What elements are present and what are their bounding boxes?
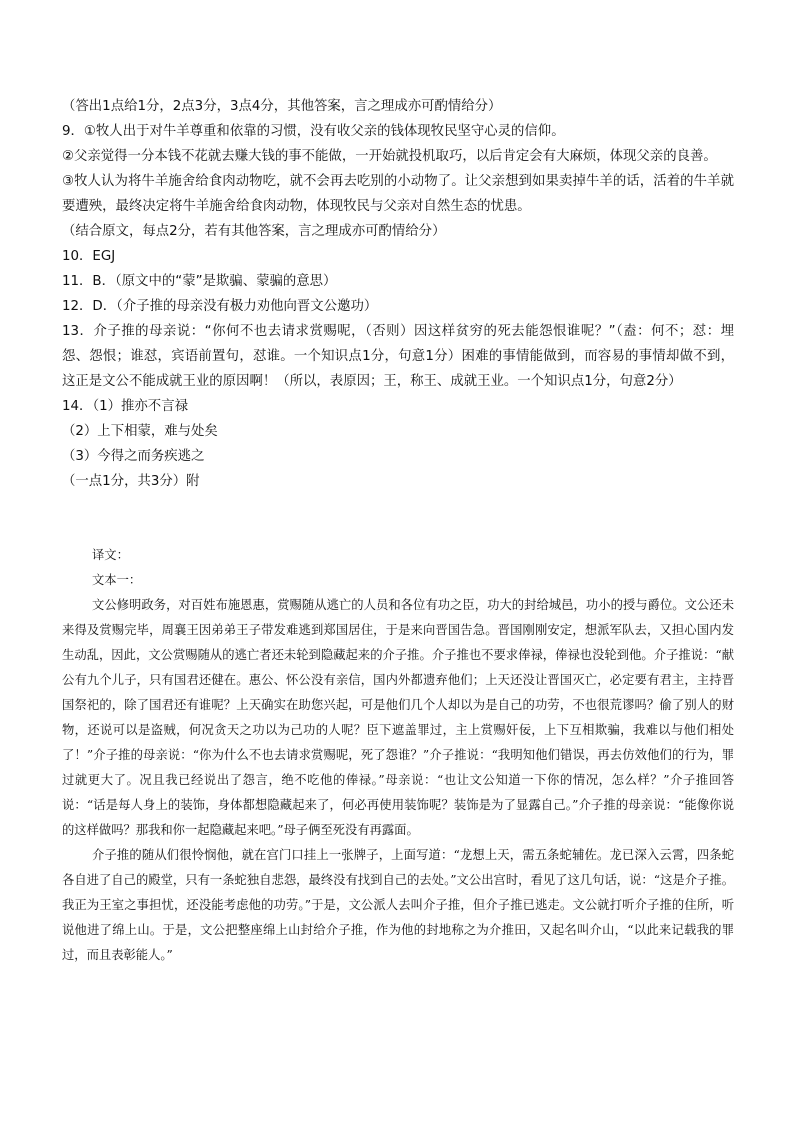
translation-paragraph: 文公修明政务，对百姓布施恩惠，赏赐随从逃亡的人员和各位有功之臣，功大的封给城邑，功小的授与爵位。文公还未来得及赏赐完毕，周襄王因弟弟王子带发难逃到郑国居住，于是来向晋国告急。晋国刚刚安定，想派军队去，又担心国内发生动乱，因此，文公赏赐随从的逃亡者还未轮到隐藏起来的介子推。介子推也不要求俸禄，俸禄也没轮到他。介子推说：“献公有九个儿子，只有国君还健在。惠公、怀公没有亲信，国内外都遗弃他们；上天还没让晋国灭亡，必定要有君主，主持晋国祭祀的，除了国君还有谁呢？上天确实在助您兴起，可是他们几个人却以为是自己的功劳，不也很荒谬吗？偷了别人的财物，还说可以是盗贼，何况贪天之功以为己功的人呢？臣下遮盖罪过，主上赏赐奸佞，上下互相欺骗，我难以与他们相处了！”介子推的母亲说：“你为什么不也去请求赏赐呢，死了怨谁？”介子推说：“我明知他们错误，再去仿效他们的行为，罪过就更大了。况且我已经说出了怨言，绝不吃他的俸禄。”母亲说：“也让文公知道一下你的情况，怎么样？”介子推回答说：“话是每人身上的装饰，身体都想隐藏起来了，何必再使用装饰呢？装饰是为了显露自己。”介子推的母亲说：“能像你说的这样做吗？那我和你一起隐藏起来吧。”母子俩至死没有再露面。 — [62, 598, 734, 837]
answer-line: 9．①牧人出于对牛羊尊重和依靠的习惯，没有收父亲的钱体现牧民坚守心灵的信仰。 — [62, 124, 565, 139]
translation-paragraph: 介子推的随从们很怜悯他，就在宫门口挂上一张牌子，上面写道：“龙想上天，需五条蛇辅佐。龙已深入云霄，四条蛇各自进了自己的殿堂，只有一条蛇独自悲怨，最终没有找到自己的去处。”文公出宫时，看见了这几句话，说：“这是介子推。我正为王室之事担忧，还没能考虑他的功劳。”于是，文公派人去叫介子推，但介子推已逃走。文公就打听介子推的住所，听说他进了绵上山。于是，文公把整座绵上山封给介子推，作为他的封地称之为介推田，又起名叫介山，“以此来记载我的罪过，而且表彰能人。” — [62, 848, 734, 962]
answer-line: （一点1分，共3分）附 — [62, 474, 200, 489]
answer-line: 13．介子推的母亲说：“你何不也去请求赏赐呢，（否则）因这样贫穷的死去能怨恨谁呢？”（盍：何不；怼：埋怨、怨恨；谁怼，宾语前置句，怼谁。一个知识点1分，句意1分）困难的事情能做到，而容易的事情却做不到，这正是文公不能成就王业的原因啊！（所以，表原因；王，称王、成就王业。一个知识点1分，句意2分） — [62, 324, 734, 389]
answer-line: ②父亲觉得一分本钱不花就去赚大钱的事不能做，一开始就投机取巧，以后肯定会有大麻烦，体现父亲的良善。 — [62, 149, 717, 164]
translation-heading: 译文： — [92, 548, 129, 562]
answer-line: （2）上下相蒙，难与处矣 — [62, 424, 218, 439]
answer-line: 14．（1）推亦不言禄 — [62, 399, 188, 414]
answer-line: （结合原文，每点2分，若有其他答案，言之理成亦可酌情给分） — [62, 224, 446, 239]
answer-line: 12．D．（介子推的母亲没有极力劝他向晋文公邀功） — [62, 299, 378, 314]
translation-subheading: 文本一： — [92, 573, 142, 587]
answer-line: 10．EGJ — [62, 249, 116, 264]
translation-section — [62, 543, 734, 968]
answer-line: ③牧人认为将牛羊施舍给食肉动物吃，就不会再去吃别的小动物了。让父亲想到如果卖掉牛羊的话，活着的牛羊就要遭殃，最终决定将牛羊施舍给食肉动物，体现牧民与父亲对自然生态的忧患。 — [62, 174, 734, 214]
answer-key-section — [62, 94, 734, 494]
answer-line: 11．B．（原文中的“蒙”是欺骗、蒙骗的意思） — [62, 274, 337, 289]
answer-line: （3）今得之而务疾逃之 — [62, 449, 205, 464]
answer-line: （答出1点给1分，2点3分，3点4分，其他答案，言之理成亦可酌情给分） — [62, 99, 502, 114]
